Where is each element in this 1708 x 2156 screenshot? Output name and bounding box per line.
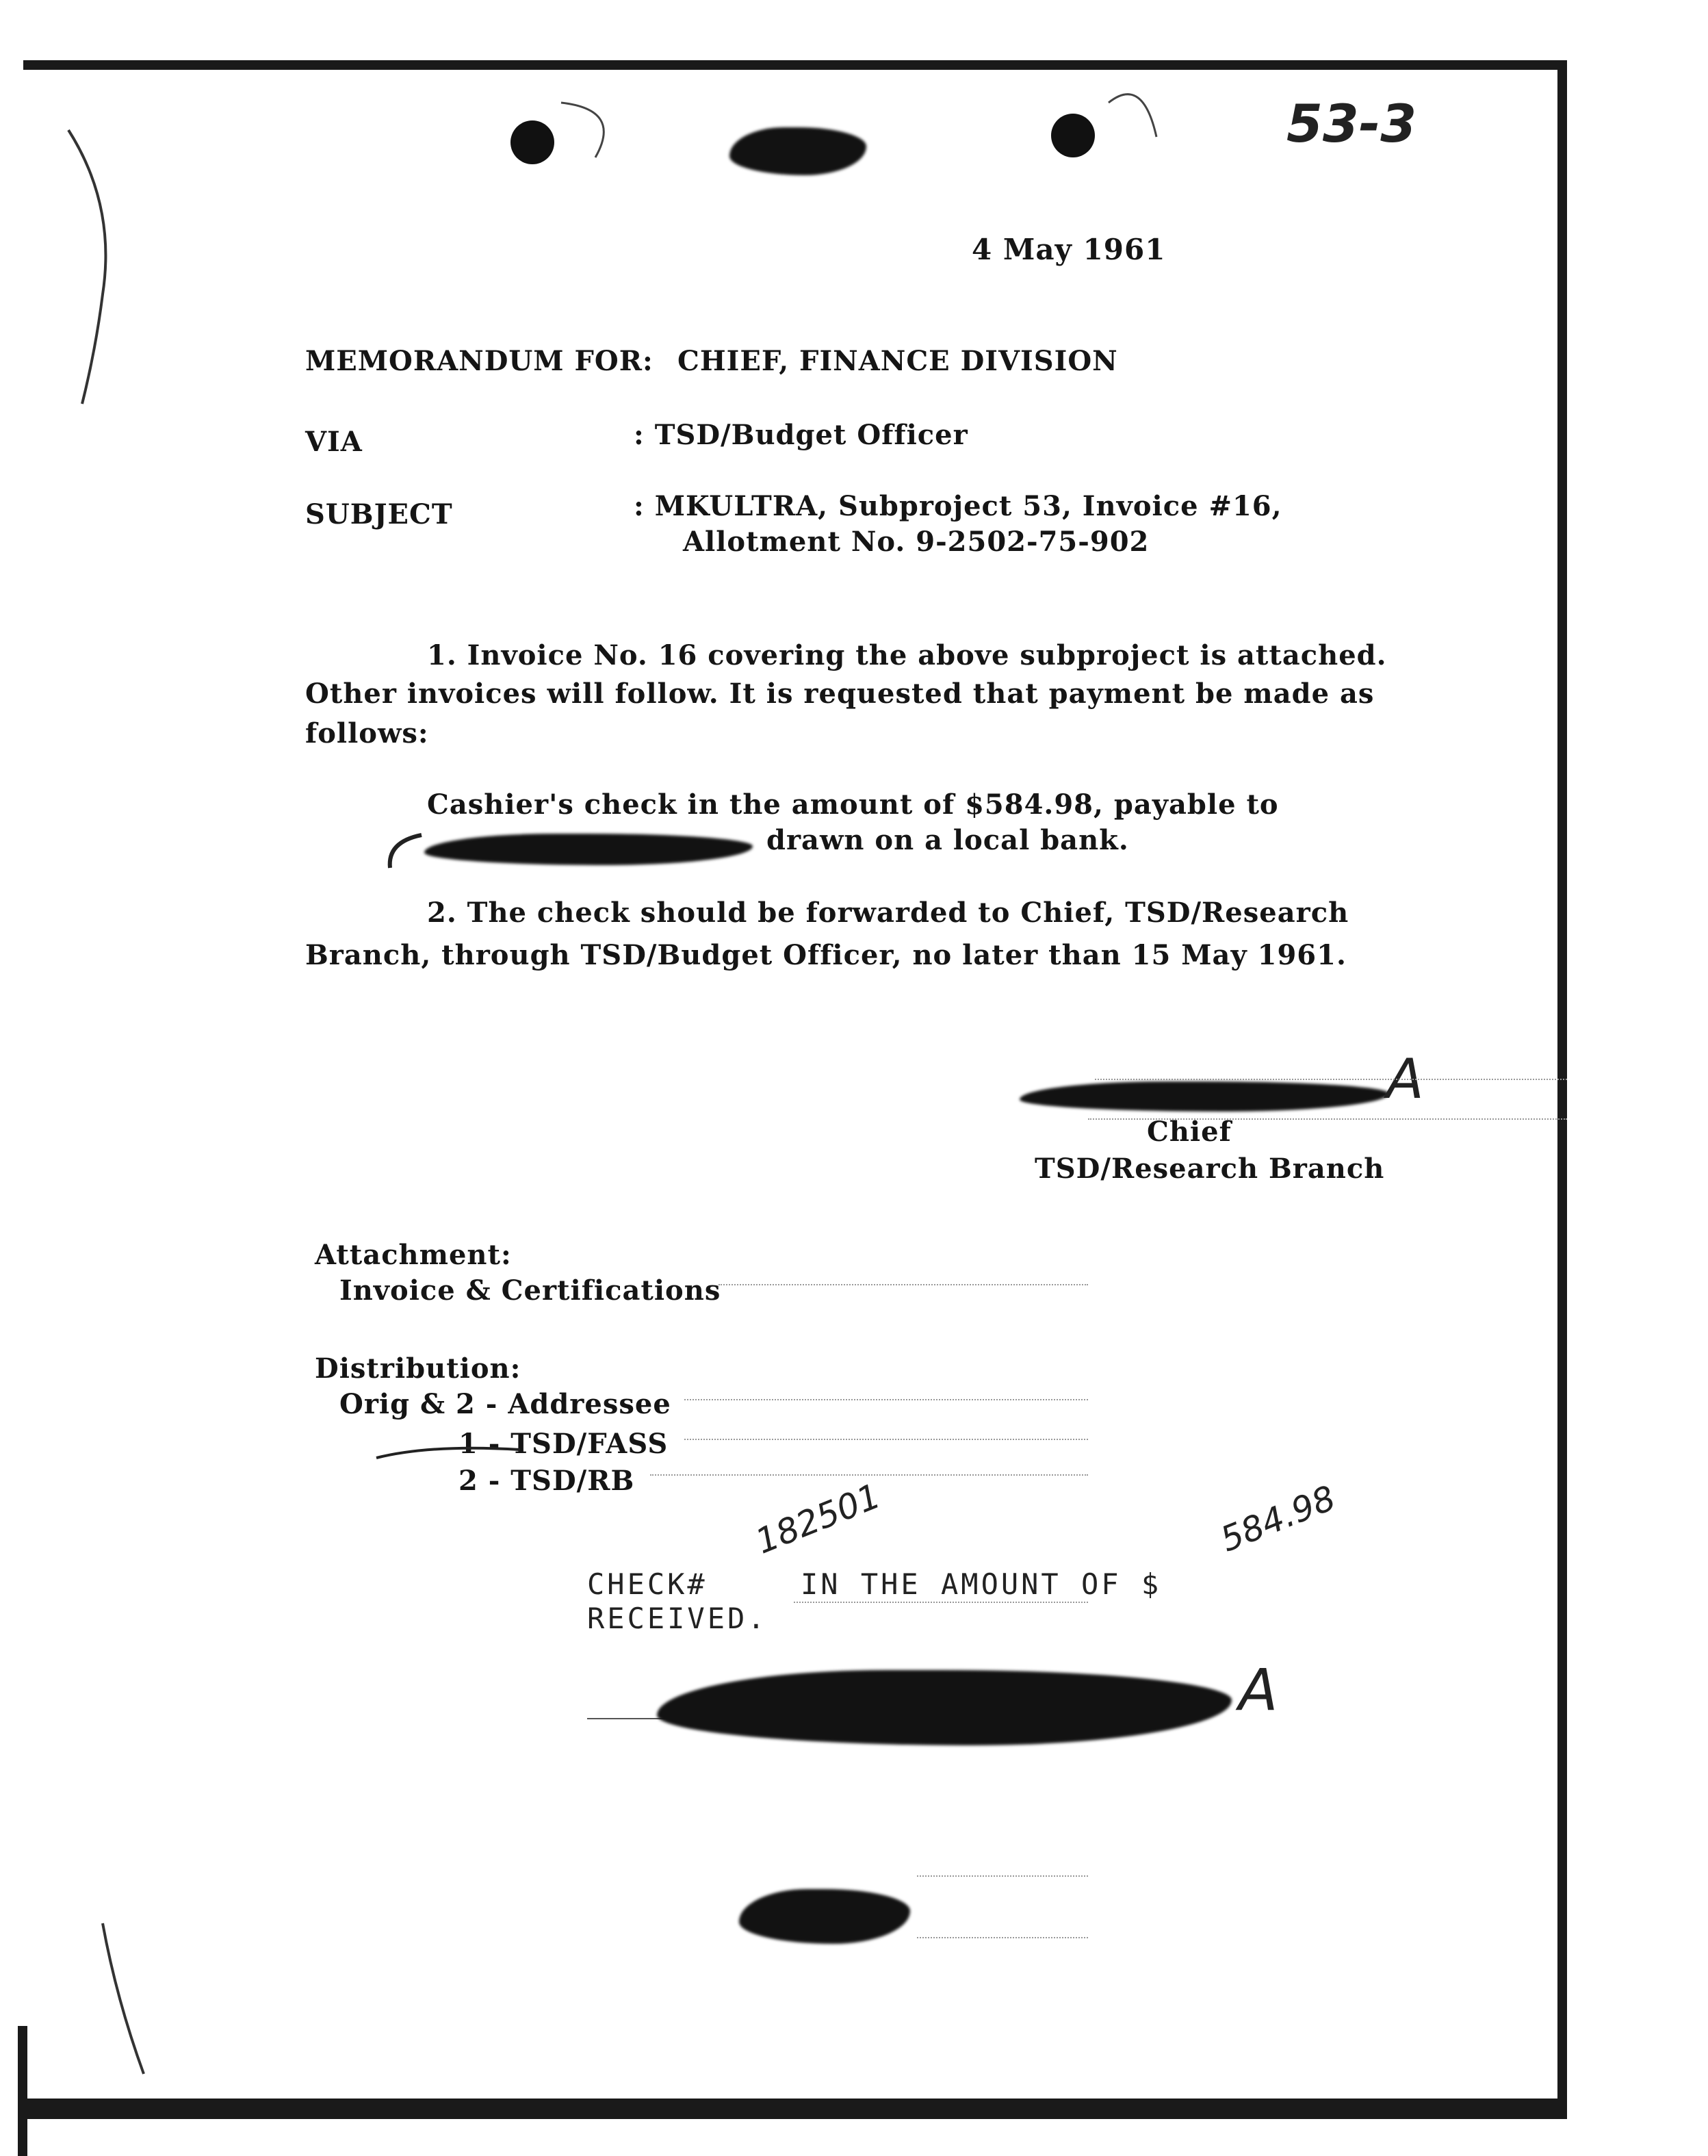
distribution-line: Orig & 2 - Addressee: [339, 1388, 671, 1420]
memo-for-label: MEMORANDUM FOR:: [305, 345, 654, 377]
scan-artifact-line: [684, 1399, 1088, 1400]
para1-line3: follows:: [305, 717, 429, 749]
memo-for-value: CHIEF, FINANCE DIVISION: [677, 345, 1118, 377]
scan-artifact-line: [684, 1439, 1088, 1440]
redaction-signature: [1020, 1081, 1389, 1112]
para2-line2: Branch, through TSD/Budget Officer, no later than 15 May 1961.: [305, 939, 1347, 971]
memo-date: 4 May 1961: [972, 233, 1166, 266]
signature-title-line1: Chief: [1147, 1116, 1232, 1148]
para2-line1: 2. The check should be forwarded to Chief, TSD/Research: [427, 897, 1349, 929]
stamp-check-label: CHECK#: [587, 1567, 708, 1601]
stamp-amount-label: IN THE AMOUNT OF $: [801, 1567, 1162, 1601]
para1-line2: Other invoices will follow. It is requested that payment be made as: [305, 678, 1375, 710]
check-instruction-line2: drawn on a local bank.: [766, 824, 1129, 856]
via-label: VIA: [305, 426, 363, 458]
subject-line-1: : MKULTRA, Subproject 53, Invoice #16,: [634, 490, 1282, 522]
scan-artifact-line: [917, 1875, 1088, 1877]
via-value: : TSD/Budget Officer: [634, 419, 968, 451]
distribution-line: 1 - TSD/FASS: [458, 1428, 669, 1460]
scan-artifact-line: [650, 1474, 1088, 1476]
margin-bracket-mark: [41, 123, 123, 411]
scan-border-right: [1557, 60, 1567, 2114]
scan-artifact-line: [1095, 1079, 1567, 1080]
attachment-value: Invoice & Certifications: [339, 1274, 721, 1307]
stamp-received-label: RECEIVED.: [587, 1602, 768, 1635]
redaction-receipt-signature: [657, 1670, 1232, 1745]
scan-artifact-line: [917, 1937, 1088, 1938]
scan-artifact-line: [794, 1602, 1088, 1603]
scan-border-left: [18, 2026, 27, 2156]
signature-title-line2: TSD/Research Branch: [1035, 1153, 1385, 1185]
para1-line1: 1. Invoice No. 16 covering the above subproject is attached.: [427, 639, 1387, 671]
scan-artifact-line: [1088, 1118, 1567, 1120]
redaction-top: [729, 127, 866, 175]
margin-slash-mark: [89, 1916, 157, 2081]
handwritten-check-number: 182501: [750, 1476, 886, 1562]
signature-hand-mark: A: [1386, 1047, 1424, 1111]
check-instruction-line1: Cashier's check in the amount of $584.98, payable to: [427, 788, 1279, 821]
subject-label: SUBJECT: [305, 498, 453, 530]
subject-line-2: Allotment No. 9-2502-75-902: [683, 526, 1150, 558]
file-mark: 53-3: [1286, 93, 1417, 154]
redaction-payee: [424, 834, 753, 865]
punch-hole-edge-mark: [547, 96, 630, 164]
receipt-hand-mark: A: [1239, 1656, 1278, 1723]
punch-hole-edge-mark: [1088, 75, 1184, 151]
redaction-bottom: [739, 1889, 910, 1944]
distribution-line: 2 - TSD/RB: [458, 1465, 635, 1497]
scan-artifact-line: [719, 1284, 1088, 1285]
scan-border-top: [23, 60, 1567, 70]
attachment-label: Attachment:: [315, 1239, 512, 1271]
handwritten-amount: 584.98: [1215, 1478, 1341, 1560]
stamp-signature-line: [587, 1718, 669, 1719]
distribution-label: Distribution:: [315, 1352, 521, 1385]
scan-border-bottom: [23, 2099, 1567, 2119]
